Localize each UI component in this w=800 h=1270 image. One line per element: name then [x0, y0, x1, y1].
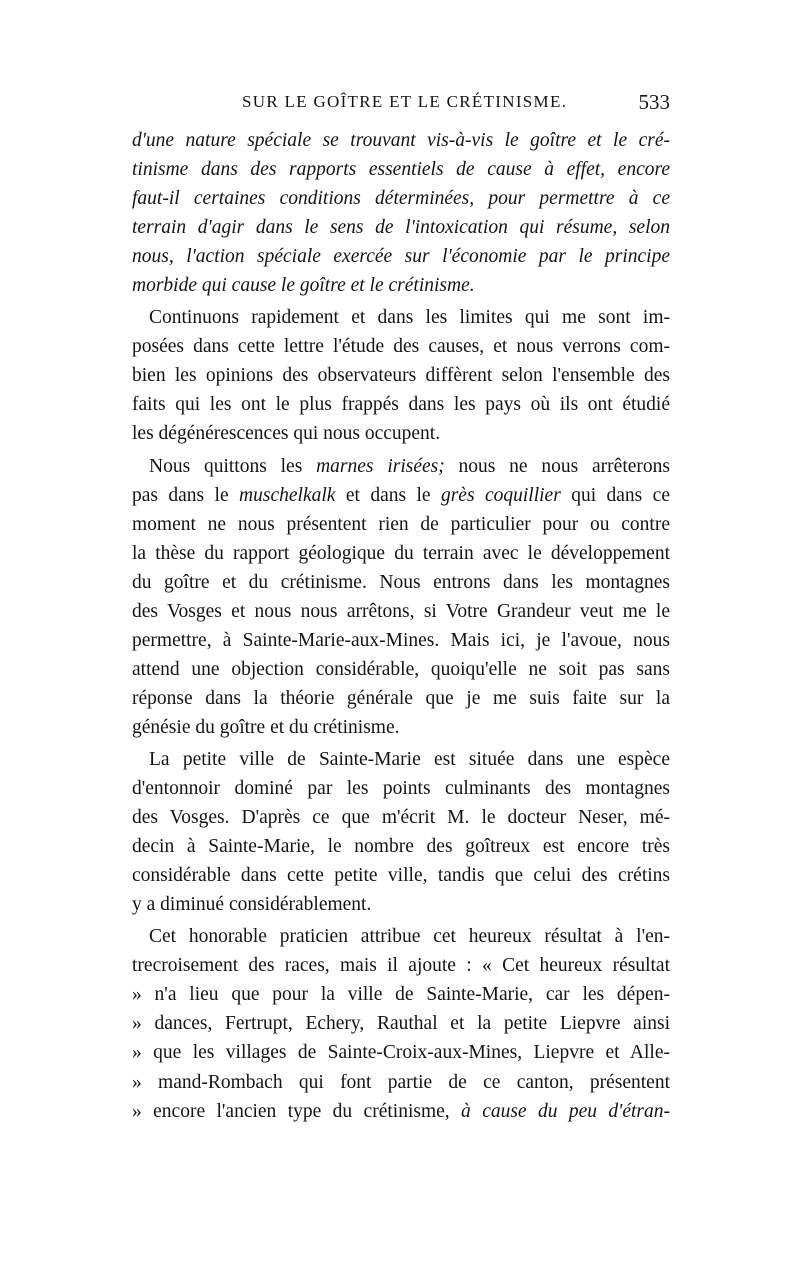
text-line: decin à Sainte-Marie, le nombre des goîtreux est encore très	[132, 836, 670, 858]
text-line: morbide qui cause le goître et le crétinisme.	[132, 275, 475, 297]
text-line: faits qui les ont le plus frappés dans les pays où ils ont étudié	[132, 394, 670, 416]
text-line: bien les opinions des observateurs diffèrent selon l'ensemble des	[132, 365, 670, 387]
text-line	[132, 481, 670, 510]
text-line: la thèse du rapport géologique du terrain avec le développement	[132, 542, 670, 564]
text-line	[132, 1097, 670, 1126]
text-line: » que les villages de Sainte-Croix-aux-Mines, Liepvre et Alle-	[132, 1042, 670, 1064]
text-run: Nous quittons les	[149, 455, 317, 477]
running-title: SUR LE GOÎTRE ET LE CRÉTINISME.	[242, 92, 568, 111]
paragraph-first-line: Continuons rapidement et dans les limites qui me sont im-	[149, 307, 670, 329]
italic-term: grès coquillier	[440, 484, 561, 506]
text-line: y a diminué considérablement.	[132, 894, 372, 916]
italic-phrase: à cause du peu d'étran-	[461, 1100, 670, 1122]
text-line: faut-il certaines conditions déterminées, pour permettre à ce	[132, 188, 670, 210]
text-line: » dances, Fertrupt, Echery, Rauthal et la petite Liepvre ainsi	[132, 1013, 670, 1035]
text-line: » mand-Rombach qui font partie de ce canton, présentent	[132, 1071, 670, 1093]
text-line: les dégénérescences qui nous occupent.	[132, 423, 441, 445]
text-line: » n'a lieu que pour la ville de Sainte-Marie, car les dépen-	[132, 984, 670, 1006]
paragraph-first-line	[132, 452, 670, 481]
text-line: d'une nature spéciale se trouvant vis-à-vis le goître et le cré-	[132, 130, 670, 151]
text-line: nous, l'action spéciale exercée sur l'économie par le principe	[132, 246, 670, 268]
text-run: pas dans le	[132, 484, 240, 506]
text-line: génésie du goître et du crétinisme.	[132, 716, 400, 738]
text-line: des Vosges. D'après ce que m'écrit M. le docteur Neser, mé-	[132, 807, 670, 829]
text-line: permettre, à Sainte-Marie-aux-Mines. Mais ici, je l'avoue, nous	[132, 629, 670, 651]
text-line: réponse dans la théorie générale que je me suis faite sur la	[132, 687, 670, 709]
text-line: d'entonnoir dominé par les points culminants des montagnes	[132, 778, 670, 800]
body-text	[132, 126, 670, 1126]
text-line: tinisme dans des rapports essentiels de cause à effet, encore	[132, 159, 670, 181]
text-line: des Vosges et nous nous arrêtons, si Votre Grandeur veut me le	[132, 600, 670, 622]
text-line: moment ne nous présentent rien de particulier pour ou contre	[132, 513, 670, 535]
text-line: du goître et du crétinisme. Nous entrons dans les montagnes	[132, 571, 670, 593]
text-run: nous ne nous arrêterons	[444, 455, 670, 477]
text-line: attend une objection considérable, quoiqu'elle ne soit pas sans	[132, 658, 670, 680]
text-line: considérable dans cette petite ville, tandis que celui des crétins	[132, 865, 670, 887]
text-run: » encore l'ancien type du crétinisme,	[132, 1100, 462, 1122]
page-number: 533	[638, 90, 670, 114]
text-run: et dans le	[335, 484, 441, 506]
paragraph-first-line: La petite ville de Sainte-Marie est située dans une espèce	[149, 748, 670, 770]
text-line: trecroisement des races, mais il ajoute : « Cet heureux résultat	[132, 955, 670, 977]
paragraph-first-line: Cet honorable praticien attribue cet heureux résultat à l'en-	[149, 926, 670, 948]
text-run: qui dans ce	[560, 484, 670, 506]
italic-term: marnes irisées;	[316, 455, 445, 477]
running-head	[132, 92, 670, 118]
text-line: posées dans cette lettre l'étude des causes, et nous verrons com-	[132, 336, 670, 358]
italic-term: muschelkalk	[239, 484, 336, 506]
text-line: terrain d'agir dans le sens de l'intoxication qui résume, selon	[132, 217, 670, 239]
